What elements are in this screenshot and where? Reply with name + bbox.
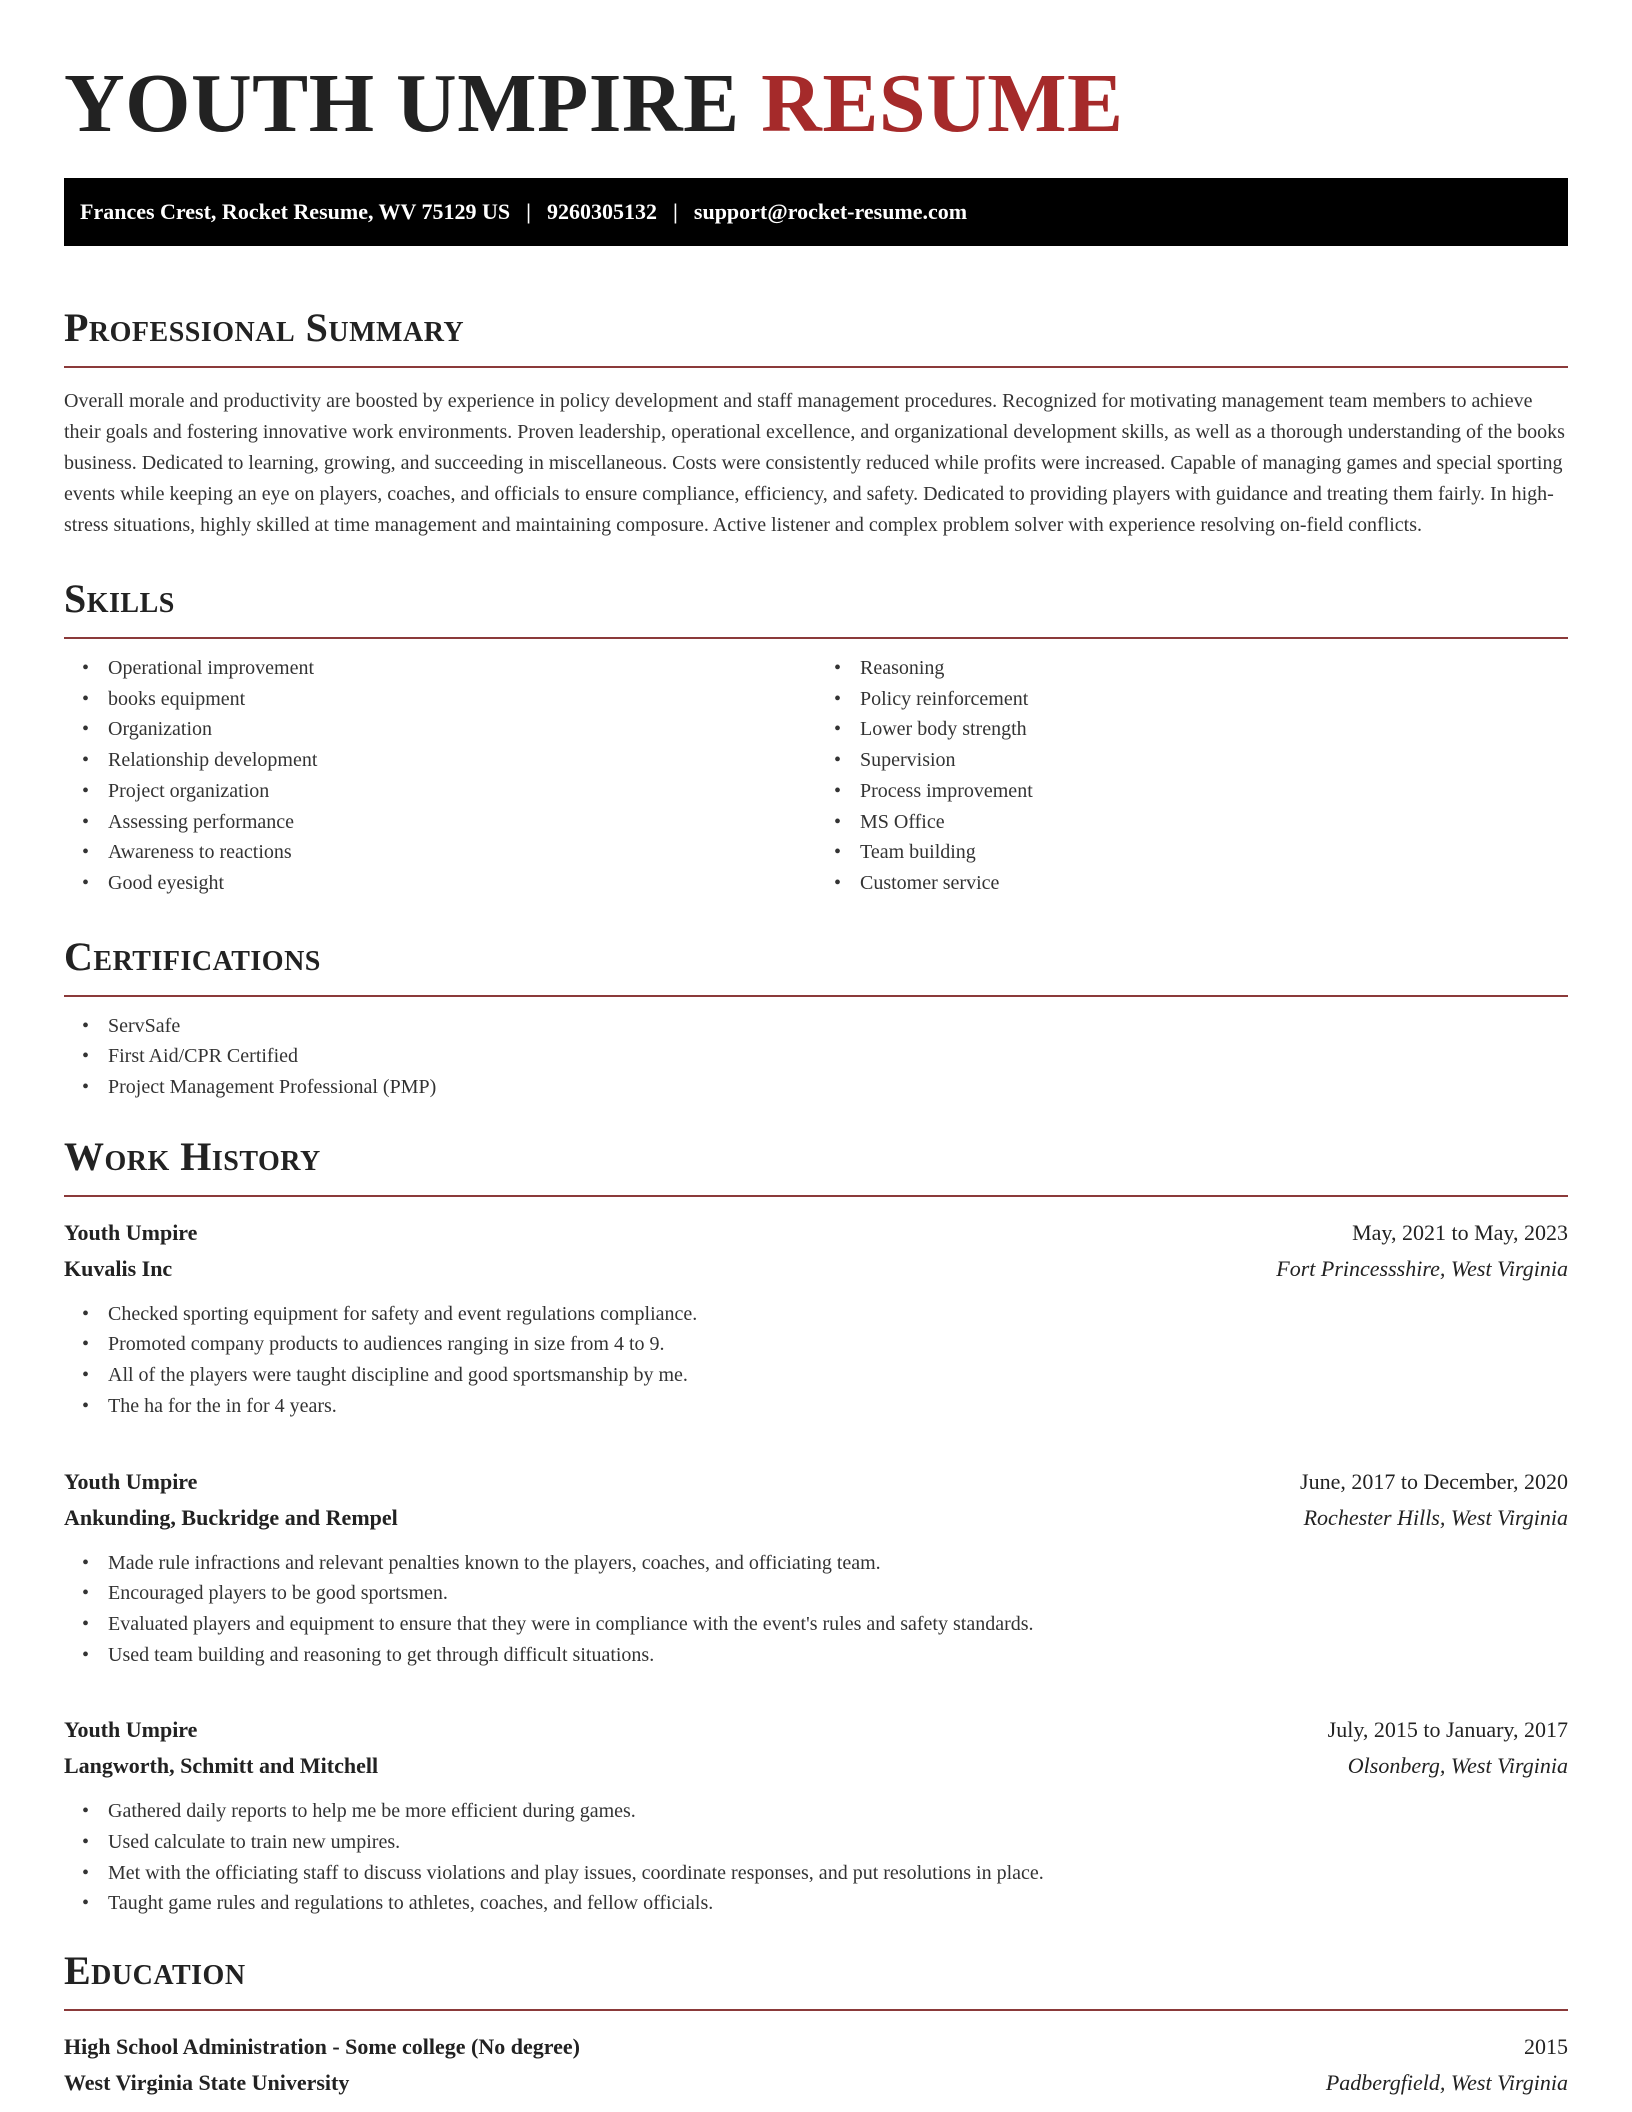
skills-heading: Skills [64, 576, 175, 621]
job-duties-list [64, 1299, 1568, 1422]
skills-list-left [64, 653, 816, 899]
education-degree: High School Administration - Some college (No degree) [64, 2034, 580, 2060]
job-location: Rochester Hills, West Virginia [1303, 1504, 1568, 1530]
skills-section [64, 575, 1568, 899]
job-duty-item: • Checked sporting equipment for safety and event regulations compliance. [108, 1299, 1568, 1330]
job-duty-item: • Taught game rules and regulations to athletes, coaches, and fellow officials. [108, 1888, 1568, 1919]
section-divider [64, 995, 1568, 997]
skill-item: • Reasoning [860, 653, 1568, 684]
job-company: Kuvalis Inc [64, 1255, 173, 1281]
summary-section [64, 304, 1568, 541]
resume-title [64, 0, 1568, 152]
job-entry [64, 1464, 1568, 1671]
section-divider [64, 1195, 1568, 1197]
education-section [64, 1947, 1568, 2101]
skill-item: • Lower body strength [860, 714, 1568, 745]
contact-separator: | [526, 199, 532, 224]
job-duty-item: • Evaluated players and equipment to ensure that they were in compliance with the event's rules and safety standards. [108, 1609, 1568, 1640]
skill-item: • Policy reinforcement [860, 684, 1568, 715]
job-company: Langworth, Schmitt and Mitchell [64, 1753, 379, 1779]
job-duty-item: • All of the players were taught discipline and good sportsmanship by me. [108, 1360, 1568, 1391]
education-school: West Virginia State University [64, 2070, 350, 2096]
job-employer-row [64, 1500, 1568, 1536]
job-duty-item: • Gathered daily reports to help me be more efficient during games. [108, 1796, 1568, 1827]
job-dates: July, 2015 to January, 2017 [1327, 1717, 1568, 1743]
job-duty-item: • Met with the officiating staff to discuss violations and play issues, coordinate responses, and put resolutions in place. [108, 1858, 1568, 1889]
job-duty-item: • The ha for the in for 4 years. [108, 1391, 1568, 1422]
skill-item: • Organization [108, 714, 816, 745]
job-duty-item: • Used calculate to train new umpires. [108, 1827, 1568, 1858]
skill-item: • Assessing performance [108, 807, 816, 838]
education-header-row [64, 2029, 1568, 2065]
skills-grid [64, 639, 1568, 899]
contact-address: Frances Crest, Rocket Resume, WV 75129 US [80, 199, 511, 224]
job-dates: June, 2017 to December, 2020 [1300, 1468, 1568, 1494]
contact-bar [64, 178, 1568, 246]
contact-phone: 9260305132 [547, 199, 658, 224]
job-location: Fort Princessshire, West Virginia [1276, 1255, 1568, 1281]
job-duty-item: • Used team building and reasoning to get through difficult situations. [108, 1640, 1568, 1671]
education-school-row [64, 2065, 1568, 2101]
skill-item: • Supervision [860, 745, 1568, 776]
title-accent: RESUME [761, 57, 1124, 150]
contact-email: support@rocket-resume.com [693, 199, 968, 224]
certification-item: • First Aid/CPR Certified [108, 1041, 1568, 1072]
skill-item: • Awareness to reactions [108, 837, 816, 868]
job-company: Ankunding, Buckridge and Rempel [64, 1504, 398, 1530]
summary-heading: Professional Summary [64, 305, 465, 350]
job-title: Youth Umpire [64, 1717, 198, 1743]
education-location: Padbergfield, West Virginia [1325, 2070, 1568, 2096]
certifications-section [64, 933, 1568, 1103]
education-entry [64, 2029, 1568, 2101]
section-divider [64, 2009, 1568, 2011]
skills-column-right [816, 639, 1568, 899]
job-dates: May, 2021 to May, 2023 [1352, 1219, 1568, 1245]
certification-item: • Project Management Professional (PMP) [108, 1072, 1568, 1103]
section-divider [64, 366, 1568, 368]
job-title: Youth Umpire [64, 1468, 198, 1494]
contact-separator: | [673, 199, 678, 224]
title-main: YOUTH UMPIRE [64, 57, 740, 150]
skill-item: • Project organization [108, 776, 816, 807]
job-header-row [64, 1215, 1568, 1251]
work-history-section [64, 1133, 1568, 1919]
certification-item: • ServSafe [108, 1011, 1568, 1042]
job-duties-list [64, 1548, 1568, 1671]
job-duty-item: • Encouraged players to be good sportsmen. [108, 1578, 1568, 1609]
certifications-list [64, 1011, 1568, 1103]
job-entry [64, 1712, 1568, 1919]
skill-item: • Operational improvement [108, 653, 816, 684]
job-duty-item: • Promoted company products to audiences ranging in size from 4 to 9. [108, 1329, 1568, 1360]
job-title: Youth Umpire [64, 1219, 198, 1245]
job-header-row [64, 1464, 1568, 1500]
skills-list-right [816, 653, 1568, 899]
job-duties-list [64, 1796, 1568, 1919]
skill-item: • Customer service [860, 868, 1568, 899]
certifications-heading: Certifications [64, 933, 321, 979]
job-entry [64, 1215, 1568, 1422]
skills-column-left [64, 639, 816, 899]
skill-item: • MS Office [860, 807, 1568, 838]
skill-item: • Team building [860, 837, 1568, 868]
skill-item: • Good eyesight [108, 868, 816, 899]
skill-item: • Process improvement [860, 776, 1568, 807]
job-location: Olsonberg, West Virginia [1347, 1753, 1568, 1779]
education-heading: Education [64, 1948, 246, 1994]
skill-item: • Relationship development [108, 745, 816, 776]
job-employer-row [64, 1251, 1568, 1287]
job-employer-row [64, 1748, 1568, 1784]
job-duty-item: • Made rule infractions and relevant penalties known to the players, coaches, and officiating team. [108, 1548, 1568, 1579]
summary-text: Overall morale and productivity are boosted by experience in policy development and staff management procedures. Recognized for motivating management team members to achieve their goals and fostering innovative work environments. Proven leadership, operational excellence, and organizational development skills, as well as a thorough understanding of the books business. Dedicated to learning, growing, and succeeding in miscellaneous. Costs were consistently reduced while profits were increased. Capable of managing games and special sporting events while keeping an eye on players, coaches, and officials to ensure compliance, efficiency, and safety. Dedicated to providing players with guidance and treating them fairly. In high-stress situations, highly skilled at time management and maintaining composure. Active listener and complex problem solver with experience resolving on-field conflicts. [64, 390, 1565, 536]
job-header-row [64, 1712, 1568, 1748]
education-year: 2015 [1524, 2034, 1568, 2060]
skill-item: • books equipment [108, 684, 816, 715]
work-history-heading: Work History [64, 1133, 321, 1179]
